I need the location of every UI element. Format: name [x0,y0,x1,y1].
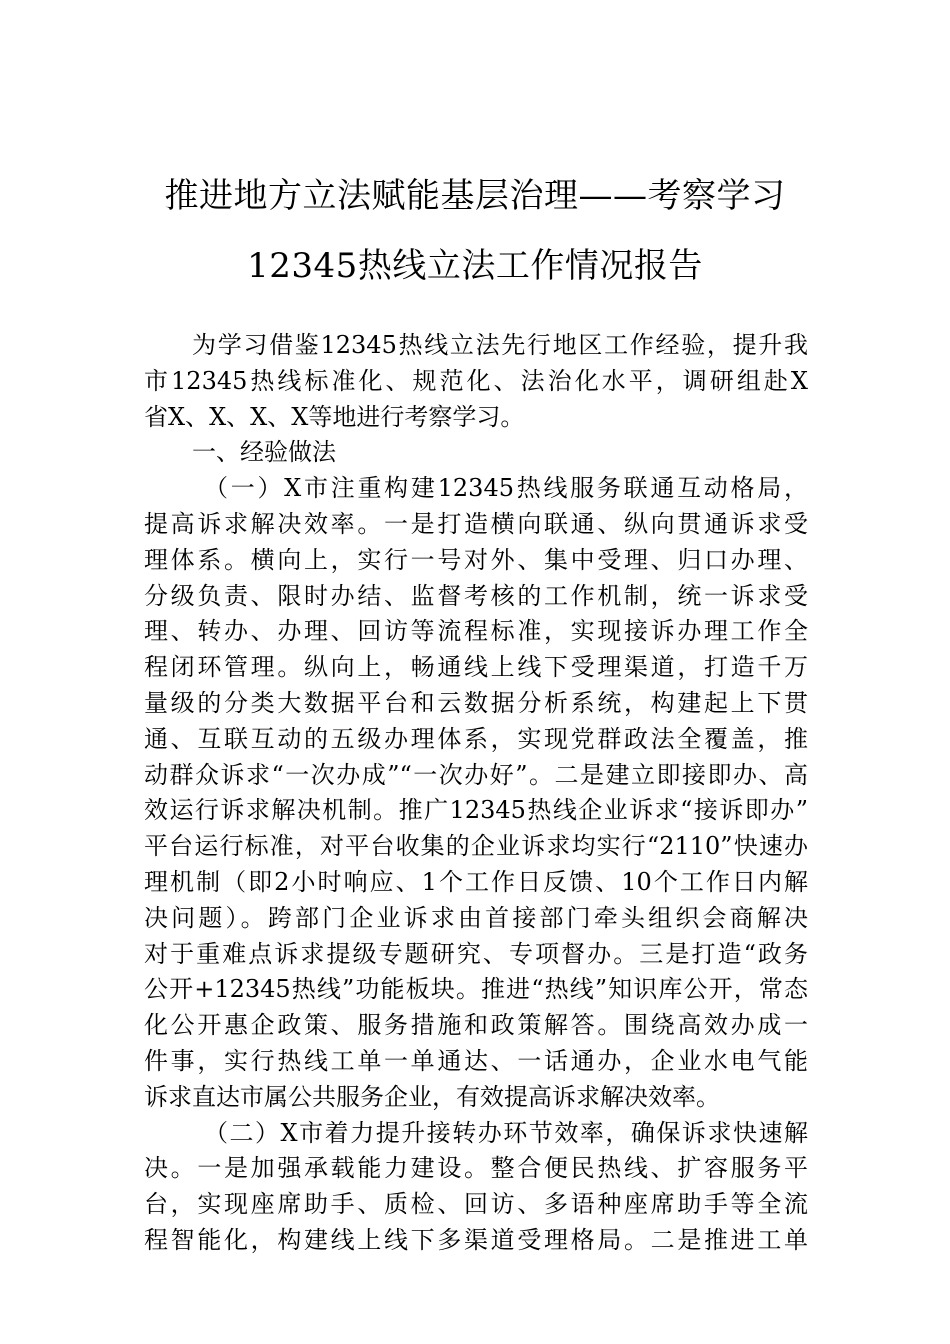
paragraph-line: 动群众诉求“一次办成”“一次办好”。二是建立即接即办、高 [144,760,808,789]
paragraph-line: 诉求直达市属公共服务企业，有效提高诉求解决效率。 [144,1082,720,1111]
paragraph-line: 理机制（即2小时响应、1个工作日反馈、10个工作日内解 [144,867,808,896]
subsection-heading: （一）X市注重构建12345热线服务联通互动格局， [204,474,808,503]
subsection-heading: （二）X市着力提升接转办环节效率，确保诉求快速解 [204,1118,808,1147]
paragraph-line: 量级的分类大数据平台和云数据分析系统，构建起上下贯 [144,688,808,717]
document-body [144,328,808,1259]
paragraph-line: 决。一是加强承载能力建设。整合便民热线、扩容服务平 [144,1154,808,1183]
paragraph-line: 公开+12345热线”功能板块。推进“热线”知识库公开，常态 [144,975,808,1004]
paragraph-line: 决问题）。跨部门企业诉求由首接部门牵头组织会商解决 [144,903,808,932]
paragraph-line: 理、转办、办理、回访等流程标准，实现接诉办理工作全 [144,617,808,646]
paragraph-line: 平台运行标准，对平台收集的企业诉求均实行“2110”快速办 [144,832,808,861]
paragraph-line: 市12345热线标准化、规范化、法治化水平，调研组赴X [144,366,808,395]
paragraph-line: 对于重难点诉求提级专题研究、专项督办。三是打造“政务 [144,939,808,968]
document-title-line-2: 12345热线立法工作情况报告 [247,246,703,286]
paragraph-line: 提高诉求解决效率。一是打造横向联通、纵向贯通诉求受 [144,509,808,538]
paragraph-line: 通、互联互动的五级办理体系，实现党群政法全覆盖，推 [144,724,808,753]
paragraph-line: 件事，实行热线工单一单通达、一话通办，企业水电气能 [144,1046,808,1075]
paragraph-line: 程闭环管理。纵向上，畅通线上线下受理渠道，打造千万 [144,653,808,682]
paragraph-line: 分级负责、限时办结、监督考核的工作机制，统一诉求受 [144,581,808,610]
section-heading: 一、经验做法 [192,438,336,467]
paragraph-line: 为学习借鉴12345热线立法先行地区工作经验，提升我 [192,331,808,359]
paragraph-line: 化公开惠企政策、服务措施和政策解答。围绕高效办成一 [144,1011,808,1040]
document-title-line-1: 推进地方立法赋能基层治理——考察学习 [164,176,786,216]
paragraph-line: 程智能化，构建线上线下多渠道受理格局。二是推进工单 [144,1225,808,1254]
paragraph-line: 效运行诉求解决机制。推广12345热线企业诉求“接诉即办” [144,796,808,825]
paragraph-line: 省X、X、X、X等地进行考察学习。 [144,402,525,431]
paragraph-line: 理体系。横向上，实行一号对外、集中受理、归口办理、 [144,545,808,574]
paragraph-line: 台，实现座席助手、质检、回访、多语种座席助手等全流 [144,1190,808,1219]
